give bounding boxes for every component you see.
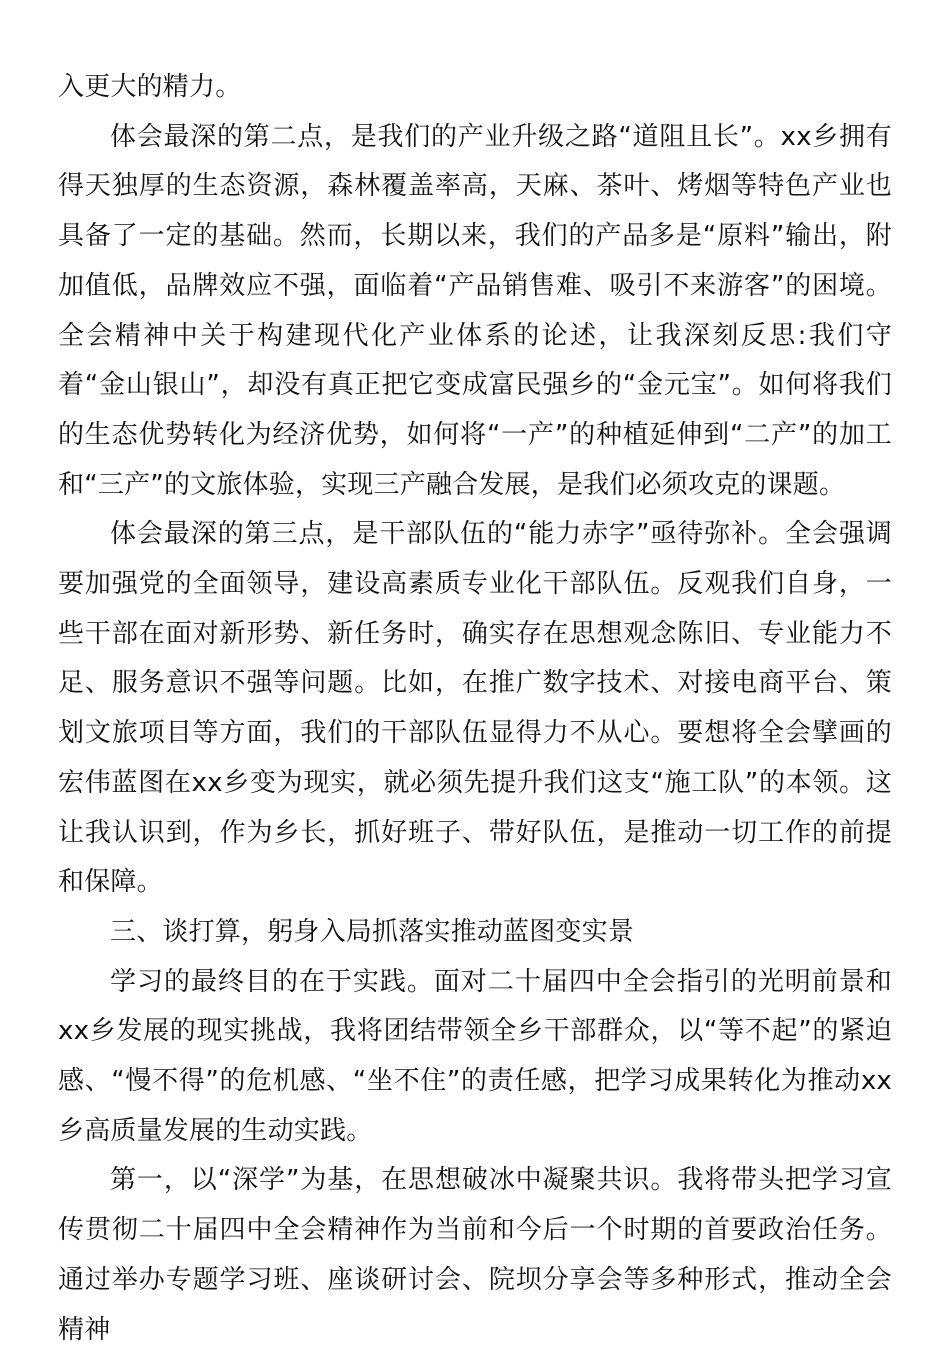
section-heading-plans: 三、谈打算，躬身入局抓落实推动蓝图变实景 [110, 916, 635, 947]
paragraph-cadre-capability: 体会最深的第三点，是干部队伍的“能力赤字”亟待弥补。全会强调要加强党的全面领导，建设高素质专业化干部队伍。反观我们自身，一些干部在面对新形势、新任务时，确实存在思想观念陈旧、专业能力不足、服务意识不强等问题。比如，在推广数字技术、对接电商平台、策划文旅项目等方面，我们的干部队伍显得力不从心。要想将全会擘画的宏伟蓝图在xx乡变为现实，就必须先提升我们这支“施工队”的本领。这让我认识到，作为乡长，抓好班子、带好队伍，是推动一切工作的前提和保障。 [58, 519, 892, 898]
paragraph-deep-study: 第一，以“深学”为基，在思想破冰中凝聚共识。我将带头把学习宣传贯彻二十届四中全会精神作为当前和今后一个时期的首要政治任务。通过举办专题学习班、座谈研讨会、院坝分享会等多种形式，推动全会精神 [58, 1165, 892, 1345]
paragraph-industry-upgrade: 体会最深的第二点，是我们的产业升级之路“道阻且长”。xx乡拥有得天独厚的生态资源，森林覆盖率高，天麻、茶叶、烤烟等特色产业也具备了一定的基础。然而，长期以来，我们的产品多是“原料”输出，附加值低，品牌效应不强，面临着“产品销售难、吸引不来游客”的困境。全会精神中关于构建现代化产业体系的论述，让我深刻反思:我们守着“金山银山”，却没有真正把它变成富民强乡的“金元宝”。如何将我们的生态优势转化为经济优势，如何将“一产”的种植延伸到“二产”的加工和“三产”的文旅体验，实现三产融合发展，是我们必须攻克的课题。 [58, 121, 892, 500]
document-body [58, 63, 892, 1355]
paragraph-practice: 学习的最终目的在于实践。面对二十届四中全会指引的光明前景和xx乡发展的现实挑战，我将团结带领全乡干部群众，以“等不起”的紧迫感、“慢不得”的危机感、“坐不住”的责任感，把学习成果转化为推动xx乡高质量发展的生动实践。 [58, 966, 892, 1146]
paragraph-continuation: 入更大的精力。 [58, 72, 242, 102]
